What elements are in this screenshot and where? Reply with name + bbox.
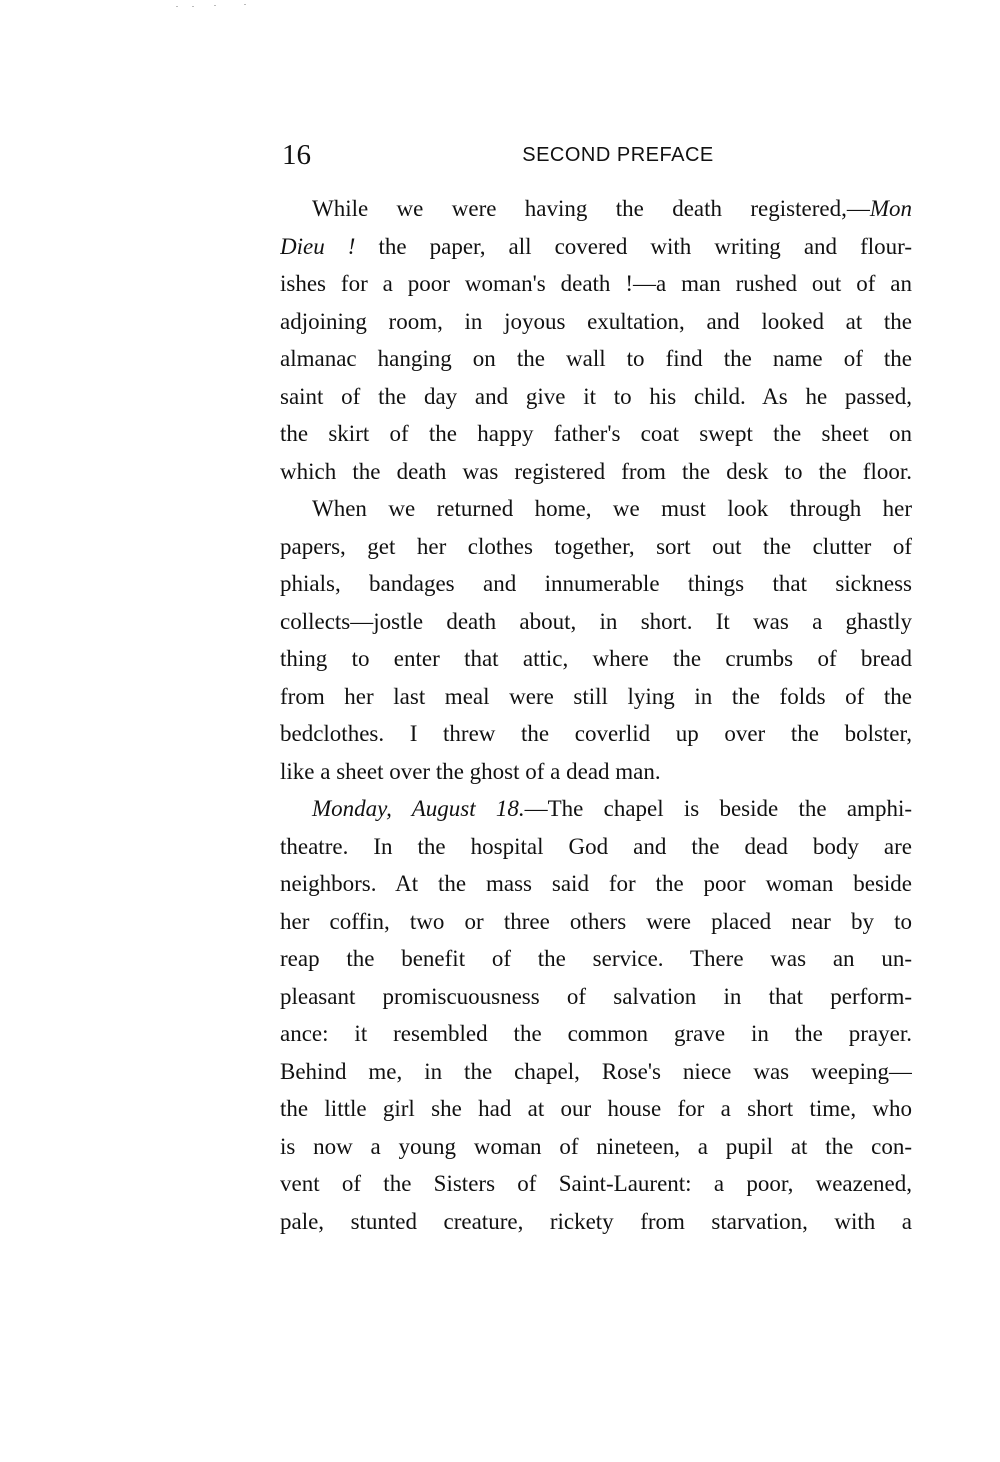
- text-line: ance: it resembled the common grave in the prayer.: [280, 1021, 912, 1046]
- text-line: neighbors. At the mass said for the poor woman beside: [280, 871, 912, 896]
- text-line: the skirt of the happy father's coat swept the sheet on: [280, 421, 912, 446]
- text-line: pale, stunted creature, rickety from starvation, with a: [280, 1208, 912, 1234]
- text-line: vent of the Sisters of Saint-Laurent: a poor, weazened,: [280, 1171, 912, 1196]
- text-line: is now a young woman of nineteen, a pupil at the con-: [280, 1133, 912, 1159]
- text-line: pleasant promiscuousness of salvation in that perform-: [280, 983, 912, 1009]
- scan-speck: [214, 5, 216, 6]
- text-line: When we returned home, we must look through her: [312, 496, 912, 521]
- text-line: saint of the day and give it to his child. As he passed,: [280, 383, 912, 409]
- text-line: adjoining room, in joyous exultation, and looked at the: [280, 308, 912, 334]
- text-line: Behind me, in the chapel, Rose's niece was weeping—: [280, 1058, 912, 1084]
- text-line: ishes for a poor woman's death !—a man rushed out of an: [280, 271, 912, 296]
- body-text: [280, 190, 912, 1240]
- text-line: reap the benefit of the service. There was an un-: [280, 946, 912, 971]
- text-line: Monday, August 18.—The chapel is beside the amphi-: [312, 796, 912, 821]
- running-head: [280, 138, 912, 172]
- text-line: collects—jostle death about, in short. It was a ghastly: [280, 608, 912, 634]
- text-line: like a sheet over the ghost of a dead man.: [280, 758, 661, 784]
- text-line: almanac hanging on the wall to find the name of the: [280, 346, 912, 371]
- text-line: papers, get her clothes together, sort out the clutter of: [280, 533, 912, 559]
- scan-speck: [192, 6, 194, 7]
- scan-speck: [244, 4, 246, 5]
- running-title: SECOND PREFACE: [522, 144, 714, 166]
- page-number: 16: [282, 139, 311, 171]
- text-line: her coffin, two or three others were placed near by to: [280, 908, 912, 934]
- text-line: phials, bandages and innumerable things that sickness: [280, 571, 912, 596]
- text-line: bedclothes. I threw the coverlid up over the bolster,: [280, 721, 912, 746]
- text-line: Dieu ! the paper, all covered with writing and flour-: [280, 233, 912, 259]
- text-line: from her last meal were still lying in the folds of the: [280, 683, 912, 709]
- text-line: the little girl she had at our house for a short time, who: [280, 1096, 912, 1121]
- text-line: theatre. In the hospital God and the dead body are: [280, 833, 912, 859]
- text-line: thing to enter that attic, where the crumbs of bread: [280, 646, 912, 671]
- text-line: which the death was registered from the desk to the floor.: [280, 458, 912, 484]
- scan-speck: [176, 6, 178, 7]
- text-line: While we were having the death registered,—Mon: [312, 196, 912, 221]
